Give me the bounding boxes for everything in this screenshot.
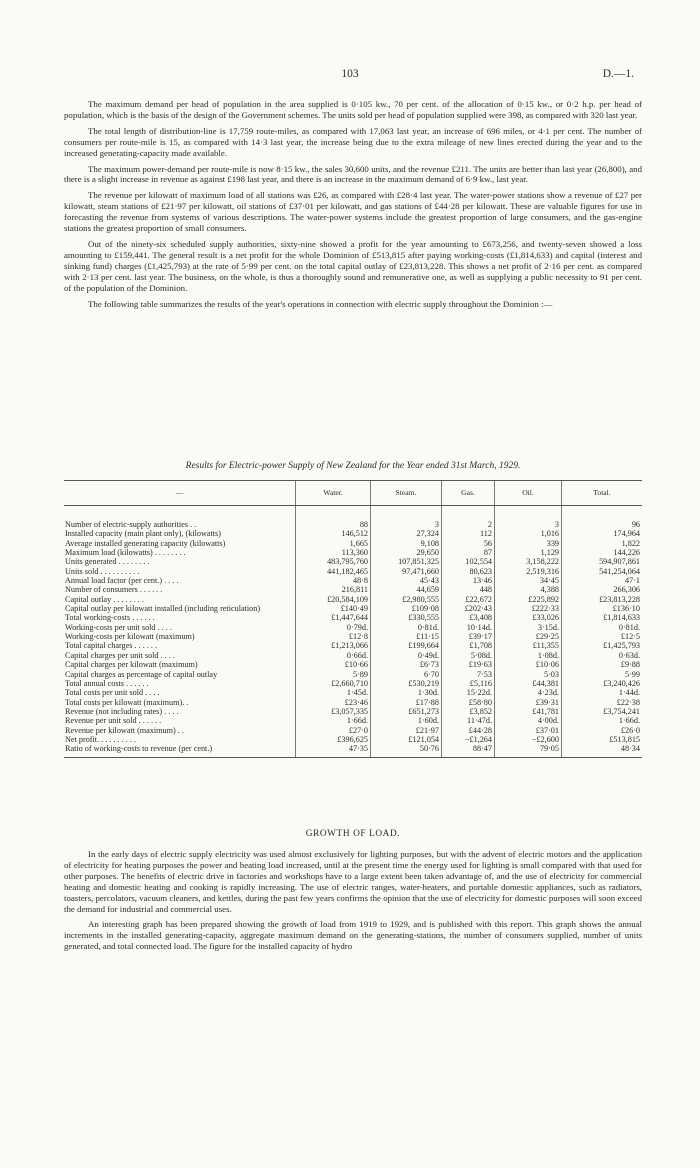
cell-steam: £651,273	[371, 707, 442, 716]
cell-oil: 339	[495, 539, 562, 548]
row-label: Total costs per kilowatt (maximum). .	[65, 697, 189, 707]
cell-steam: 27,324	[371, 529, 442, 538]
cell-gas: 87	[442, 548, 495, 557]
table-body	[64, 506, 642, 758]
table-row	[64, 585, 642, 594]
cell-gas: 2	[442, 520, 495, 529]
paragraph: The maximum power-demand per route-mile is now 8·15 kw., the sales 30,600 units, and the revenue £211. The units are better than last year (26,800), and there is a slight increase in revenue as against £198 last year, and there is an increase in the maximum demand of 6·9 kw., last year.	[64, 163, 642, 185]
paragraph: In the early days of electric supply electricity was used almost exclusively for lighting purposes, but with the advent of electric motors and the application of electricity for heating purposes the power and heating load increased, until at the present time the energy used for lighting is small compared with that used for other purposes. The benefits of electric drive in factories and workshops have to a large extent been taken advantage of, and the use of electricity for commercial heating and domestic heating and cooking is rapidly increasing. The use of electric ranges, water-heaters, and portable domestic appliances, such as radiators, toasters, percolators, vacuum cleaners, and kettles, during the past few years confirms the opinion that the use of electricity for domestic purposes will soon exceed the demand for industrial and commercial uses.	[64, 849, 642, 914]
growth-of-load-text	[64, 849, 642, 957]
cell-oil: £11,355	[495, 641, 562, 650]
cell-steam: 3	[371, 520, 442, 529]
cell-steam: £121,054	[371, 735, 442, 744]
row-label: Total capital charges . . . . . .	[65, 641, 158, 651]
paragraph: The total length of distribution-line is 17,759 route-miles, as compared with 17,063 last year, an increase of 696 miles, or 4·1 per cent. The number of consumers per route-mile is 15, as compared with 14·3 last year, the increase being due to the extra mileage of new lines erected during the year and to the increased generating-capacity made available.	[64, 125, 642, 158]
cell-oil: −£2,600	[495, 735, 562, 744]
cell-oil: 34·45	[495, 576, 562, 585]
cell-total: 594,907,861	[562, 557, 643, 566]
cell-total: 1·66d.	[562, 716, 643, 725]
cell-oil: 1·08d.	[495, 651, 562, 660]
cell-gas: £3,852	[442, 707, 495, 716]
row-label: Annual load factor (per cent.) . . . .	[65, 576, 179, 586]
row-label: Maximum load (kilowatts) . . . . . . . .	[65, 548, 186, 558]
cell-oil: 3,158,222	[495, 557, 562, 566]
cell-steam: £2,980,555	[371, 595, 442, 604]
cell-steam: 1·60d.	[371, 716, 442, 725]
table-header-row	[64, 481, 642, 506]
row-label: Number of consumers . . . . . .	[65, 585, 163, 595]
cell-gas: 80,623	[442, 567, 495, 576]
cell-oil: 79·05	[495, 744, 562, 757]
cell-gas: 10·14d.	[442, 623, 495, 632]
table-row	[64, 660, 642, 669]
table-row	[64, 735, 642, 744]
cell-water: £27·0	[296, 726, 371, 735]
cell-total: 1·44d.	[562, 688, 643, 697]
row-label: Units sold . . . . . . . . . .	[65, 566, 140, 576]
row-label: Total working-costs . . . . . .	[65, 613, 155, 623]
cell-water: £1,213,066	[296, 641, 371, 650]
cell-oil: 1,129	[495, 548, 562, 557]
cell-oil: £41,781	[495, 707, 562, 716]
row-label: Working-costs per kilowatt (maximum)	[65, 632, 195, 642]
row-label: Ratio of working-costs to revenue (per cent.)	[64, 744, 296, 757]
table-row	[64, 716, 642, 725]
cell-steam: £199,664	[371, 641, 442, 650]
cell-oil: 3·15d.	[495, 623, 562, 632]
cell-total: £26·0	[562, 726, 643, 735]
cell-water: 483,795,760	[296, 557, 371, 566]
document-reference: D.—1.	[602, 68, 634, 80]
cell-gas: £22,672	[442, 595, 495, 604]
cell-total: 5·99	[562, 670, 643, 679]
cell-water: 5·89	[296, 670, 371, 679]
cell-water: £23·46	[296, 698, 371, 707]
row-label: Number of electric-supply authorities . .	[65, 520, 197, 529]
cell-steam: 44,659	[371, 585, 442, 594]
cell-gas: −£1,264	[442, 735, 495, 744]
table-row	[64, 604, 642, 613]
cell-steam: 1·30d.	[371, 688, 442, 697]
cell-water: 47·35	[296, 744, 371, 757]
table-row	[64, 698, 642, 707]
column-header-total: Total.	[562, 481, 643, 506]
paragraph: The revenue per kilowatt of maximum load of all stations was £26, as compared with £28·4 last year. The water-power stations show a revenue of £27 per kilowatt, steam stations of £21·97 per kilowatt, oil stations of £37·01 per kilowatt, and gas stations of £44·28 per kilowatt. These are valuable figures for use in forecasting the revenue from systems of various descriptions. The water-power systems include the greatest proportion of large consumers, and the gas-engine stations the greatest proportion of small consumers.	[64, 190, 642, 234]
cell-water: 216,811	[296, 585, 371, 594]
column-header-gas: Gas.	[442, 481, 495, 506]
cell-total: 266,306	[562, 585, 643, 594]
row-label: Net profit. . . . . . . . . .	[65, 734, 136, 744]
cell-total: 144,226	[562, 548, 643, 557]
cell-oil: 3	[495, 520, 562, 529]
cell-gas: 112	[442, 529, 495, 538]
column-header-steam: Steam.	[371, 481, 442, 506]
cell-total: 48·34	[562, 744, 643, 757]
cell-steam: 0·49d.	[371, 651, 442, 660]
cell-steam: 50·76	[371, 744, 442, 757]
intro-text	[64, 99, 642, 314]
cell-total: 47·1	[562, 576, 643, 585]
table-row	[64, 623, 642, 632]
table-row	[64, 632, 642, 641]
paragraph: An interesting graph has been prepared showing the growth of load from 1919 to 1929, and is published with this report. This graph shows the annual increments in the installed generating-capacity, aggregate maximum demand on the generating-stations, the number of consumers supplied, number of units generated, and total connected load. The figure for the installed capacity of hydro	[64, 919, 642, 952]
cell-water: £140·49	[296, 604, 371, 613]
table-row	[64, 679, 642, 688]
cell-total: £22·38	[562, 698, 643, 707]
cell-gas: £58·80	[442, 698, 495, 707]
cell-water: 88	[296, 520, 371, 529]
cell-oil: £222·33	[495, 604, 562, 613]
row-label: Average installed generating capacity (kilowatts)	[65, 538, 226, 548]
results-table	[64, 480, 642, 758]
cell-oil: 2,519,316	[495, 567, 562, 576]
paragraph: The following table summarizes the results of the year's operations in connection with electric supply throughout the Dominion :—	[88, 298, 553, 309]
row-label: Units generated . . . . . . . .	[65, 557, 150, 567]
cell-steam: £109·08	[371, 604, 442, 613]
cell-total: 174,964	[562, 529, 643, 538]
paragraph: Out of the ninety-six scheduled supply authorities, sixty-nine showed a profit for the year amounting to £673,256, and twenty-seven showed a loss amounting to £159,441. The general result is a net profit for the whole Dominion of £513,815 after paying working-costs (£1,814,633) and capital (interest and sinking fund) charges (£1,425,793) at the rate of 5·99 per cent. on the total capital outlay of £23,813,228. This shows a net profit of 2·16 per cent. as compared with 2·13 per cent. last year. The business, on the whole, is thus a thoroughly sound and remunerative one, as well as supplying a public necessity to 91 per cent. of the population of the Dominion.	[64, 238, 642, 293]
cell-total: 96	[562, 520, 643, 529]
cell-total: £3,754,241	[562, 707, 643, 716]
column-header-oil: Oil.	[495, 481, 562, 506]
table-row	[64, 576, 642, 585]
cell-gas: 102,554	[442, 557, 495, 566]
row-label: Capital charges per kilowatt (maximum)	[65, 660, 198, 670]
cell-water: £10·66	[296, 660, 371, 669]
row-label: Revenue per kilowatt (maximum) . .	[65, 725, 184, 735]
cell-oil: 4,388	[495, 585, 562, 594]
cell-water: 1·45d.	[296, 688, 371, 697]
cell-water: 1,665	[296, 539, 371, 548]
cell-gas: 13·46	[442, 576, 495, 585]
page-header	[64, 68, 636, 82]
cell-gas: 11·47d.	[442, 716, 495, 725]
cell-water: £20,584,109	[296, 595, 371, 604]
cell-oil: £10·06	[495, 660, 562, 669]
cell-gas: £202·43	[442, 604, 495, 613]
cell-total: £12·5	[562, 632, 643, 641]
cell-total: 1,822	[562, 539, 643, 548]
cell-steam: £11·15	[371, 632, 442, 641]
cell-steam: 97,471,660	[371, 567, 442, 576]
cell-oil: £33,026	[495, 613, 562, 622]
column-header-water: Water.	[296, 481, 371, 506]
cell-gas: 7·53	[442, 670, 495, 679]
cell-total: 541,254,064	[562, 567, 643, 576]
row-label: Capital charges per unit sold . . . .	[65, 650, 175, 660]
table-row	[64, 651, 642, 660]
cell-steam: £530,219	[371, 679, 442, 688]
cell-total: £3,240,426	[562, 679, 643, 688]
table-row	[64, 707, 642, 716]
table-row	[64, 520, 642, 529]
table-row	[64, 539, 642, 548]
cell-water: 113,360	[296, 548, 371, 557]
cell-gas: 448	[442, 585, 495, 594]
cell-steam: £21·97	[371, 726, 442, 735]
cell-water: 48·8	[296, 576, 371, 585]
cell-total: £136·10	[562, 604, 643, 613]
row-label: Installed capacity (main plant only), (kilowatts)	[65, 529, 221, 539]
table-row	[64, 726, 642, 735]
table-row	[64, 613, 642, 622]
cell-total: £1,425,793	[562, 641, 643, 650]
table-row	[64, 548, 642, 557]
row-label: Working-costs per unit sold . . . .	[65, 622, 172, 632]
row-label: Capital outlay per kilowatt installed (including reticulation)	[65, 604, 261, 614]
row-label: Total costs per unit sold . . . .	[65, 688, 160, 698]
cell-total: £9·88	[562, 660, 643, 669]
table-row	[64, 567, 642, 576]
cell-gas: 88·47	[442, 744, 495, 757]
cell-water: £396,625	[296, 735, 371, 744]
cell-steam: £330,555	[371, 613, 442, 622]
cell-water: £1,447,644	[296, 613, 371, 622]
cell-gas: £39·17	[442, 632, 495, 641]
cell-oil: 5·03	[495, 670, 562, 679]
cell-oil: 1,016	[495, 529, 562, 538]
cell-steam: 45·43	[371, 576, 442, 585]
cell-gas: 15·22d.	[442, 688, 495, 697]
cell-gas: £3,408	[442, 613, 495, 622]
cell-water: £2,660,710	[296, 679, 371, 688]
cell-gas: £44·28	[442, 726, 495, 735]
paragraph: The maximum demand per head of population in the area supplied is 0·105 kw., 70 per cent. of the allocation of 0·15 kw., or 0·2 h.p. per head of population, which is the basis of the design of the Government schemes. The units sold per head of population supplied were 398, as compared with 320 last year.	[64, 99, 642, 120]
row-label: Total annual costs . . . . . .	[65, 678, 149, 688]
cell-oil: £225,892	[495, 595, 562, 604]
table-spacer-row	[64, 506, 642, 521]
cell-steam: 6·70	[371, 670, 442, 679]
cell-gas: £19·63	[442, 660, 495, 669]
cell-steam: 0·81d.	[371, 623, 442, 632]
cell-oil: 4·23d.	[495, 688, 562, 697]
column-header-label: —	[64, 481, 296, 506]
cell-steam: 29,650	[371, 548, 442, 557]
row-label: Revenue (not including rates) . . . .	[65, 706, 179, 716]
cell-oil: £44,381	[495, 679, 562, 688]
cell-total: £1,814,633	[562, 613, 643, 622]
cell-gas: £1,708	[442, 641, 495, 650]
section-heading: GROWTH OF LOAD.	[305, 829, 401, 839]
row-label: Capital charges as percentage of capital outlay	[65, 669, 218, 679]
table-row	[64, 688, 642, 697]
cell-steam: 107,851,325	[371, 557, 442, 566]
cell-steam: £6·73	[371, 660, 442, 669]
table-row	[64, 557, 642, 566]
cell-water: 1·66d.	[296, 716, 371, 725]
cell-water: 0·79d.	[296, 623, 371, 632]
table-row	[64, 670, 642, 679]
table-row	[64, 744, 642, 757]
cell-oil: £37·01	[495, 726, 562, 735]
cell-oil: £39·31	[495, 698, 562, 707]
row-label: Capital outlay . . . . . . . .	[65, 594, 144, 604]
cell-oil: £29·25	[495, 632, 562, 641]
page-number: 103	[341, 68, 359, 80]
cell-steam: £17·88	[371, 698, 442, 707]
table-caption: Results for Electric-power Supply of New Zealand for the Year ended 31st March, 1929.	[185, 461, 521, 471]
cell-water: £3,057,335	[296, 707, 371, 716]
cell-oil: 4·00d.	[495, 716, 562, 725]
cell-total: £23,813,228	[562, 595, 643, 604]
table-row	[64, 641, 642, 650]
cell-total: 0·63d.	[562, 651, 643, 660]
cell-water: 0·66d.	[296, 651, 371, 660]
cell-steam: 9,108	[371, 539, 442, 548]
cell-water: £12·8	[296, 632, 371, 641]
cell-gas: £5,116	[442, 679, 495, 688]
cell-water: 441,182,465	[296, 567, 371, 576]
cell-gas: 5·08d.	[442, 651, 495, 660]
cell-total: £513,815	[562, 735, 643, 744]
cell-water: 146,512	[296, 529, 371, 538]
row-label: Revenue per unit sold . . . . . .	[65, 716, 162, 726]
table-row	[64, 595, 642, 604]
table-row	[64, 529, 642, 538]
cell-total: 0·81d.	[562, 623, 643, 632]
cell-gas: 56	[442, 539, 495, 548]
